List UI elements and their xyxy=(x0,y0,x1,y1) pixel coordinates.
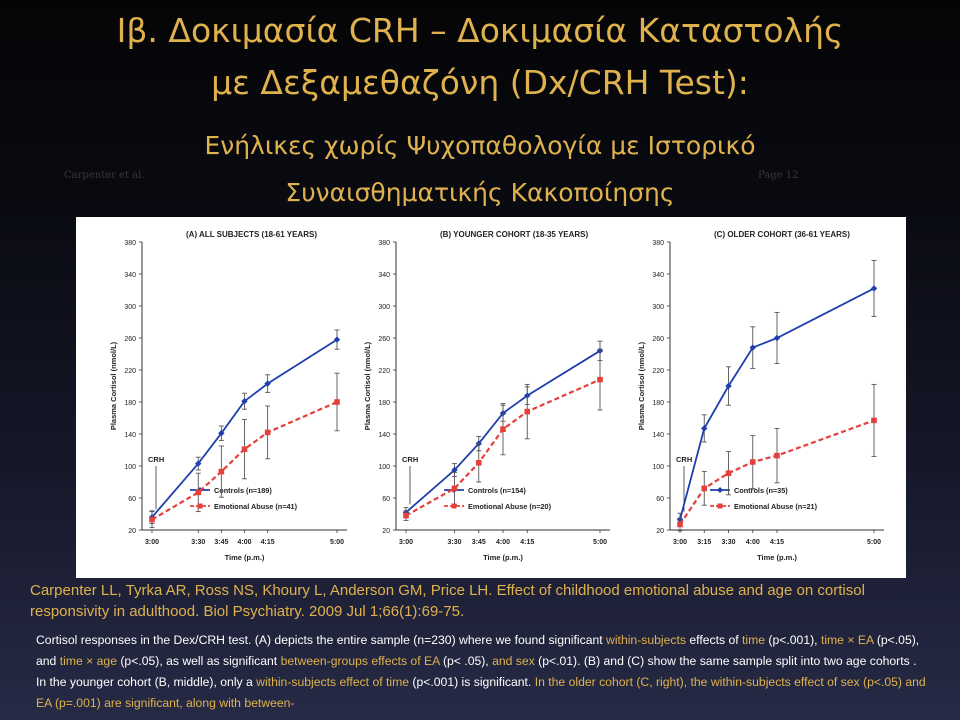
reference-citation: Carpenter LL, Tyrka AR, Ross NS, Khoury L, Anderson GM, Price LH. Effect of childhood emotional abuse and age on cortisol responsivity in adulthood. Biol Psychiatry. 2009 Jul 1;66(1):69-75. xyxy=(30,582,865,620)
x-tick-label: 4:15 xyxy=(520,539,535,546)
abuse-point xyxy=(701,486,707,492)
abuse-point xyxy=(334,399,340,405)
caption-text: (p<.001) is significant. xyxy=(409,675,535,689)
abuse-point xyxy=(219,469,225,475)
ghost-header-left: Carpenter et al. xyxy=(64,170,145,181)
legend-marker xyxy=(452,504,457,509)
x-tick-label: 5:00 xyxy=(866,539,882,546)
chart-title: (B) YOUNGER COHORT (18-35 YEARS) xyxy=(440,230,589,239)
y-tick-label: 260 xyxy=(124,336,136,343)
caption-highlight: and sex xyxy=(492,654,535,668)
chart-title: (A) ALL SUBJECTS (18-61 YEARS) xyxy=(186,230,317,239)
y-tick-label: 220 xyxy=(124,368,136,375)
chart-2 xyxy=(637,230,884,562)
x-tick-label: 4:15 xyxy=(769,539,785,546)
legend-label: Emotional Abuse (n=21) xyxy=(734,502,818,511)
x-tick-label: 3:00 xyxy=(672,539,688,546)
abuse-point xyxy=(524,409,530,415)
x-axis-label: Time (p.m.) xyxy=(757,553,797,562)
y-tick-label: 100 xyxy=(378,464,390,471)
abuse-point xyxy=(871,418,877,424)
abuse-point xyxy=(476,460,482,466)
controls-point xyxy=(871,285,877,291)
caption-text: (p<.05), and xyxy=(36,633,920,668)
y-tick-label: 260 xyxy=(652,336,664,343)
y-tick-label: 20 xyxy=(128,528,136,535)
y-tick-label: 60 xyxy=(128,496,136,503)
x-tick-label: 3:00 xyxy=(144,539,160,546)
cortisol-charts-svg xyxy=(76,217,906,578)
abuse-point xyxy=(750,459,756,465)
x-tick-label: 3:30 xyxy=(721,539,736,546)
abuse-point xyxy=(265,430,271,436)
y-tick-label: 340 xyxy=(378,272,390,279)
x-tick-label: 3:00 xyxy=(398,539,414,546)
y-tick-label: 20 xyxy=(382,528,390,535)
y-axis-label: Plasma Cortisol (nmol/L) xyxy=(109,341,118,431)
abuse-point xyxy=(452,486,458,492)
x-axis-label: Time (p.m.) xyxy=(483,553,523,562)
y-tick-label: 300 xyxy=(124,304,136,311)
y-tick-label: 60 xyxy=(656,496,664,503)
abuse-point xyxy=(597,377,603,383)
legend-label: Controls (n=35) xyxy=(734,486,788,495)
y-tick-label: 100 xyxy=(652,464,664,471)
caption-text: (p<.001), xyxy=(765,633,821,647)
abuse-point xyxy=(242,446,248,452)
abuse-point xyxy=(403,513,409,519)
x-tick-label: 4:15 xyxy=(260,539,275,546)
y-tick-label: 20 xyxy=(656,528,664,535)
slide-title-line-2: με Δεξαμεθαζόνη (Dx/CRH Test): xyxy=(211,63,749,102)
legend-label: Controls (n=189) xyxy=(214,486,272,495)
legend-marker xyxy=(717,487,723,493)
y-axis-label: Plasma Cortisol (nmol/L) xyxy=(637,341,646,431)
caption-text: (p<.01). (B) and (C) show the same sample split into two age cohorts . In the younger cohort (B, middle), only a xyxy=(36,654,917,689)
x-tick-label: 3:15 xyxy=(697,539,712,546)
caption-text: Cortisol responses in the Dex/CRH test. (A) depicts the entire sample (n=230) where we found significant xyxy=(36,633,607,647)
y-tick-label: 220 xyxy=(652,368,664,375)
y-tick-label: 180 xyxy=(652,400,664,407)
crh-annotation: CRH xyxy=(676,455,693,464)
caption-text: (p< .05), xyxy=(439,654,493,668)
legend-marker xyxy=(198,504,203,509)
y-tick-label: 180 xyxy=(124,400,136,407)
y-tick-label: 260 xyxy=(378,336,390,343)
y-tick-label: 340 xyxy=(124,272,136,279)
x-tick-label: 5:00 xyxy=(592,539,608,546)
figure-caption xyxy=(36,630,926,718)
slide-title-line-1: Ιβ. Δοκιμασία CRH – Δοκιμασία Καταστολής xyxy=(116,11,844,50)
x-axis-label: Time (p.m.) xyxy=(224,553,265,562)
x-tick-label: 5:00 xyxy=(329,539,345,546)
y-tick-label: 220 xyxy=(378,368,390,375)
x-tick-label: 3:30 xyxy=(447,539,462,546)
y-tick-label: 180 xyxy=(378,400,390,407)
y-tick-label: 140 xyxy=(378,432,390,439)
y-axis-label: Plasma Cortisol (nmol/L) xyxy=(363,341,372,431)
legend-marker xyxy=(718,504,723,509)
y-tick-label: 140 xyxy=(652,432,664,439)
y-tick-label: 60 xyxy=(382,496,390,503)
abuse-point xyxy=(726,470,732,476)
caption-highlight: within-subjects effect of time xyxy=(256,675,410,689)
caption-highlight: time × age xyxy=(59,654,117,668)
y-tick-label: 100 xyxy=(124,464,136,471)
y-tick-label: 300 xyxy=(378,304,390,311)
y-tick-label: 380 xyxy=(124,240,136,247)
ghost-header-right: Page 12 xyxy=(758,170,799,181)
abuse-point xyxy=(500,426,506,432)
abuse-point xyxy=(677,522,683,528)
caption-text: (p<.05), as well as significant xyxy=(116,654,281,668)
abuse-point xyxy=(149,517,155,523)
slide-subtitle-line-2: Συναισθηματικής Κακοποίησης xyxy=(285,178,675,207)
caption-highlight: time × EA xyxy=(820,633,874,647)
y-tick-label: 340 xyxy=(652,272,664,279)
y-tick-label: 380 xyxy=(652,240,664,247)
chart-0 xyxy=(109,230,347,562)
crh-annotation: CRH xyxy=(148,455,165,464)
x-tick-label: 4:00 xyxy=(495,539,511,546)
caption-highlight: within-subjects xyxy=(606,633,686,647)
caption-highlight: time xyxy=(742,633,766,647)
slide-subtitle-line-1: Ενήλικες χωρίς Ψυχοπαθολογία με Ιστορικό xyxy=(204,131,756,160)
cortisol-figure xyxy=(76,217,906,578)
crh-annotation: CRH xyxy=(402,455,419,464)
x-tick-label: 3:45 xyxy=(471,539,486,546)
abuse-point xyxy=(195,490,201,496)
x-tick-label: 3:30 xyxy=(191,539,206,546)
legend-label: Emotional Abuse (n=41) xyxy=(214,502,298,511)
legend-label: Controls (n=154) xyxy=(468,486,526,495)
caption-highlight: between-groups effects of EA xyxy=(280,654,440,668)
legend-label: Emotional Abuse (n=20) xyxy=(468,502,552,511)
x-tick-label: 4:00 xyxy=(237,539,252,546)
y-tick-label: 140 xyxy=(124,432,136,439)
controls-point xyxy=(774,335,780,341)
caption-text: effects of xyxy=(685,633,742,647)
y-tick-label: 380 xyxy=(378,240,390,247)
x-tick-label: 3:45 xyxy=(214,539,229,546)
x-tick-label: 4:00 xyxy=(745,539,760,546)
y-tick-label: 300 xyxy=(652,304,664,311)
chart-title: (C) OLDER COHORT (36-61 YEARS) xyxy=(714,230,850,239)
chart-1 xyxy=(363,230,610,562)
caption-highlight: In the older cohort (C, right), the within-subjects effect of sex (p<.05) and EA (p=.001) are significant, along with between- xyxy=(36,675,926,710)
abuse-point xyxy=(774,453,780,459)
